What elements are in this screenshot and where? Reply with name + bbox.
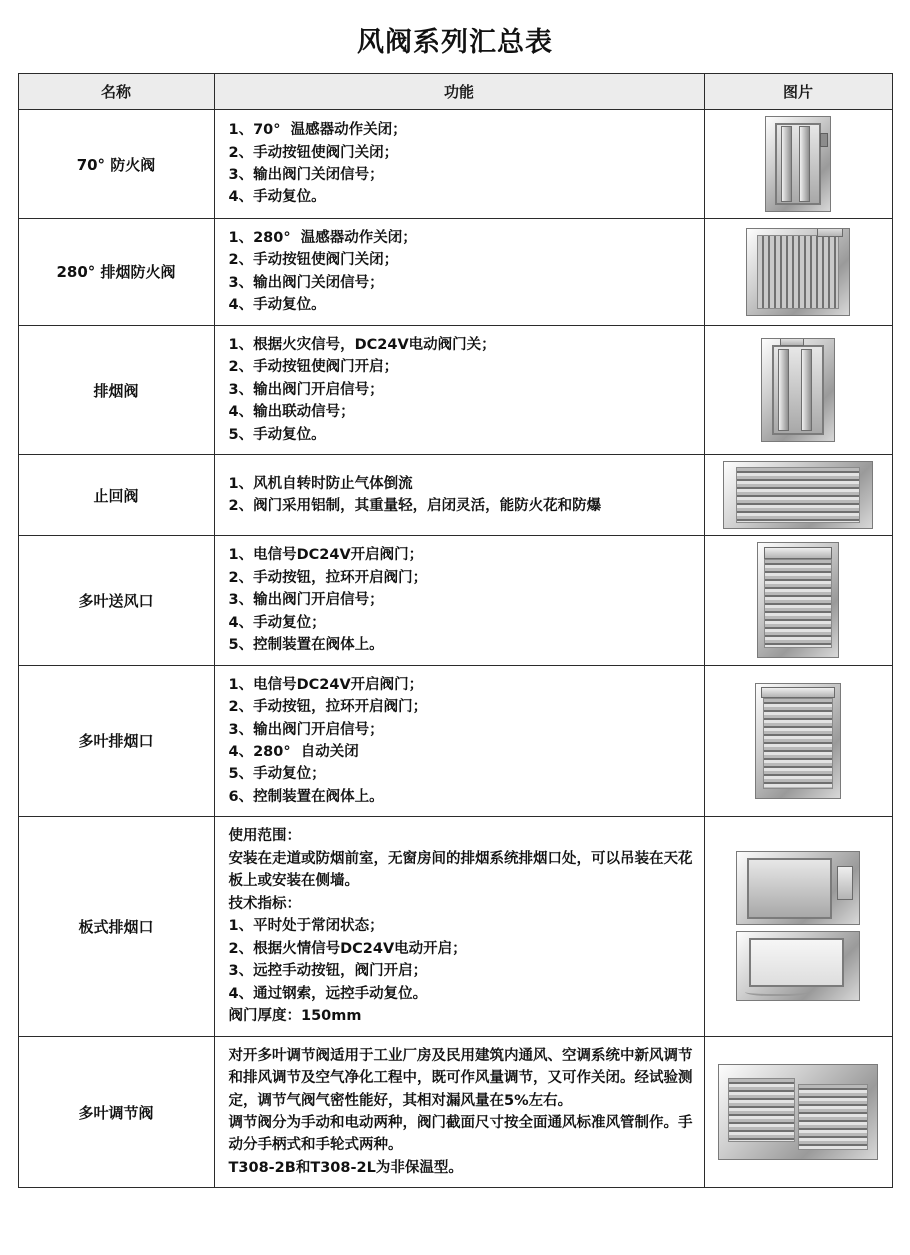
table-header [18,74,892,110]
plate-type-smoke-outlet-photo [736,851,860,925]
valve-image-cell [704,325,892,454]
multi-blade-regulating-damper-photo [718,1064,878,1160]
page-title: 风阀系列汇总表 [357,27,553,58]
function-line: 1、电信号DC24V开启阀门； [228,547,424,564]
function-line: 5、控制装置在阀体上。 [228,637,384,654]
function-line: 5、手动复位。 [228,426,326,443]
function-line: 2、手动按钮，拉环开启阀门； [228,699,428,716]
function-line: 调节阀分为手动和电动两种，阀门截面尺寸按全面通风标准风管制作。手动分手柄式和手轮式两种。 [228,1115,693,1154]
function-line: 4、手动复位； [228,614,326,631]
table-row [18,110,892,219]
valve-function [214,665,704,817]
table-row [18,455,892,536]
function-line: 1、风机自转时防止气体倒流 [228,475,413,492]
valve-name: 70° 防火阀 [18,110,214,219]
function-line: 4、手动复位。 [228,189,326,206]
valve-image-cell [704,536,892,665]
function-line: 2、手动按钮，拉环开启阀门； [228,569,428,586]
valve-image-cell [704,110,892,219]
function-line: 3、输出阀门开启信号； [228,592,384,609]
function-line: 1、280° 温感器动作关闭； [228,230,417,246]
valve-image-cell [704,219,892,326]
table-row [18,219,892,326]
plate-type-smoke-outlet-open-photo [736,931,860,1001]
table-row [18,536,892,665]
valve-image-cell [704,665,892,817]
function-line: 4、输出联动信号； [228,404,355,421]
valve-function [214,325,704,454]
fire-damper-70-photo [765,116,831,212]
function-line: 6、控制装置在阀体上。 [228,788,384,805]
valve-function [214,536,704,665]
function-line: 4、280° 自动关闭 [228,743,359,760]
check-damper-photo [723,461,873,529]
function-line: 2、手动按钮使阀门关闭； [228,252,399,269]
function-line: 阀门厚度：150mm [228,1008,362,1025]
function-line: 1、根据火灾信号，DC24V电动阀门关； [228,336,496,353]
function-line: 3、输出阀门关闭信号； [228,274,384,291]
valve-image-cell [704,1036,892,1188]
function-line: 2、手动按钮使阀门开启； [228,359,399,376]
table-row [18,325,892,454]
valve-function [214,219,704,326]
table-row [18,665,892,817]
function-line: 1、平时处于常闭状态； [228,918,384,935]
function-line: 1、70° 温感器动作关闭； [228,122,407,139]
valve-name: 排烟阀 [18,325,214,454]
multi-blade-smoke-exhaust-outlet-photo [755,683,841,799]
function-line: 技术指标： [228,895,301,912]
valve-function [214,817,704,1036]
function-line: 4、手动复位。 [228,297,326,314]
valve-name: 多叶排烟口 [18,665,214,817]
column-header-image: 图片 [704,74,892,110]
function-line: 使用范围： [228,828,301,845]
function-line: 2、根据火情信号DC24V电动开启； [228,940,467,957]
table-header-row [18,74,892,110]
column-header-function: 功能 [214,74,704,110]
valve-name: 止回阀 [18,455,214,536]
function-line: 2、阀门采用铝制，其重量轻，启闭灵活，能防火花和防爆 [228,498,602,515]
column-header-name: 名称 [18,74,214,110]
smoke-exhaust-damper-photo [761,338,835,442]
function-line: 5、手动复位； [228,766,326,783]
valve-name: 多叶调节阀 [18,1036,214,1188]
function-line: 1、电信号DC24V开启阀门； [228,676,424,693]
function-line: 3、输出阀门开启信号； [228,721,384,738]
valve-image-cell [704,455,892,536]
smoke-fire-damper-280-photo [746,228,850,316]
valve-image-cell [704,817,892,1036]
function-line: 4、通过钢索，远控手动复位。 [228,985,428,1002]
valve-summary-table [18,73,893,1188]
function-line: 安装在走道或防烟前室，无窗房间的排烟系统排烟口处，可以吊装在天花板上或安装在侧墙。 [228,850,693,890]
valve-function [214,110,704,219]
table-body [18,110,892,1188]
function-line: 3、输出阀门关闭信号； [228,167,384,183]
valve-name: 板式排烟口 [18,817,214,1036]
valve-function [214,455,704,536]
valve-name: 280° 排烟防火阀 [18,219,214,326]
function-line: T308-2B和T308-2L为非保温型。 [228,1159,463,1176]
function-line: 3、输出阀门开启信号； [228,381,384,398]
table-row [18,817,892,1036]
valve-function [214,1036,704,1188]
function-line: 对开多叶调节阀适用于工业厂房及民用建筑内通风、空调系统中新风调节和排风调节及空气净化工程中，既可作风量调节，又可作关闭。经试验测定，调节气阀气密性能好，其相对漏风量在5%左右。 [228,1047,693,1109]
valve-name: 多叶送风口 [18,536,214,665]
multi-blade-air-supply-outlet-photo [757,542,839,658]
table-row [18,1036,892,1188]
function-line: 2、手动按钮使阀门关闭； [228,144,399,161]
function-line: 3、远控手动按钮，阀门开启； [228,963,428,980]
